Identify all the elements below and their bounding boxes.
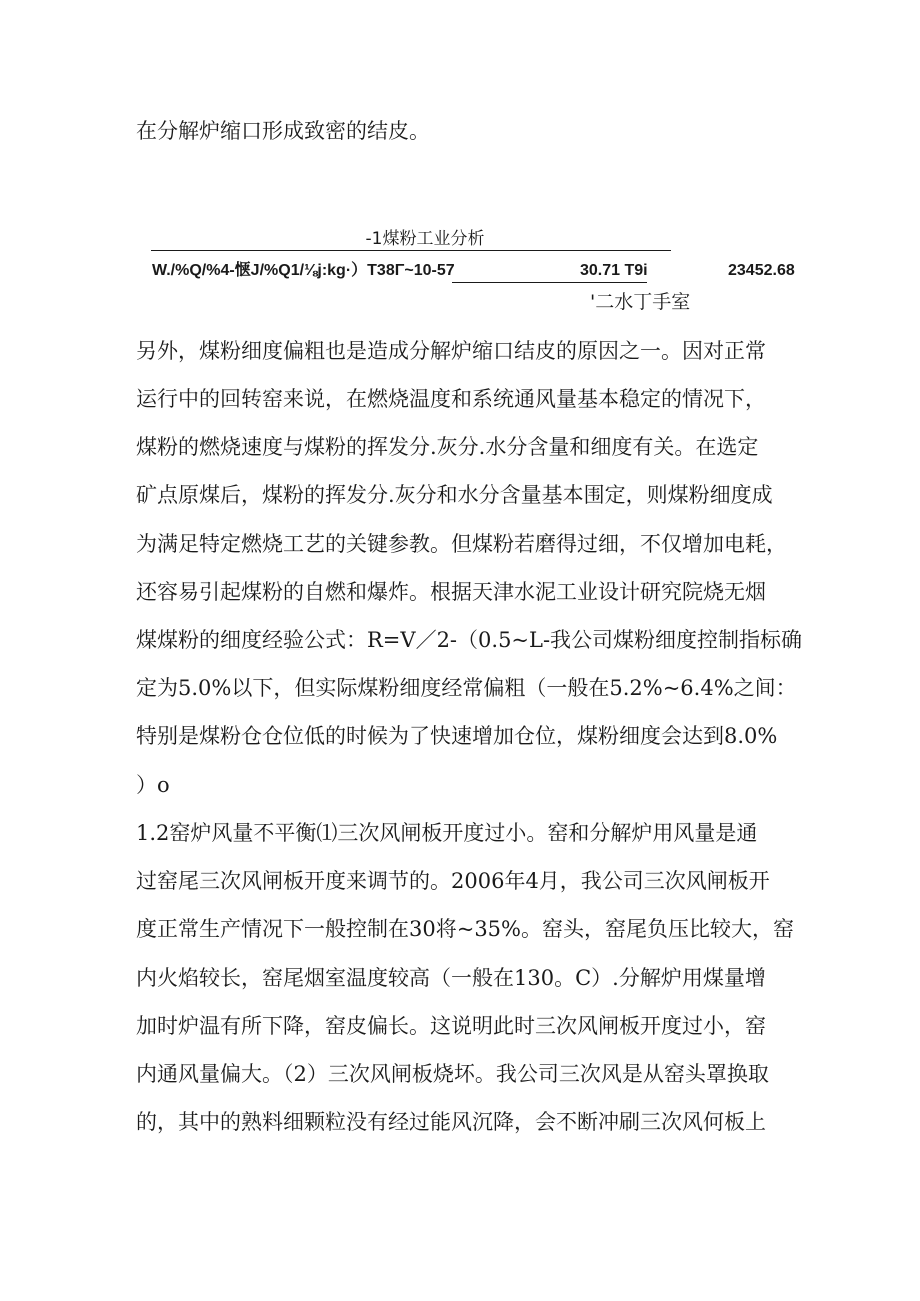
table-row-label: W./%Q/%4-惬J/%Q1/⅛j:kg·）T38Γ~10-57 — [152, 262, 455, 279]
text-line: ）o — [136, 773, 170, 797]
table-cell-value-1: 30.71 T9i — [580, 262, 648, 279]
text-line: 另外，煤粉细度偏粗也是造成分解炉缩口结皮的原因之一。因对正常 — [136, 339, 766, 363]
text-line: 为满足特定燃烧工艺的关键参教。但煤粉若磨得过细，不仅增加电耗， — [136, 532, 787, 556]
table-row — [152, 258, 795, 284]
intro-line: 在分解炉缩口形成致密的结皮。 — [136, 119, 430, 143]
text-line: 内火焰较长，窑尾烟室温度较高（一般在130。C）.分解炉用煤量增 — [136, 966, 766, 990]
text-line: 煤煤粉的细度经验公式：R=V／2-（0.5~L-我公司煤粉细度控制指标确 — [136, 628, 803, 652]
table-title: -1煤粉工业分析 — [365, 229, 485, 249]
text-line: 还容易引起煤粉的自燃和爆炸。根据天津水泥工业设计研究院烧无烟 — [136, 580, 766, 604]
text-line: 度正常生产情况下一般控制在30将~35%。窑头，窑尾负压比较大，窑 — [136, 917, 794, 941]
text-line: 特别是煤粉仓仓位低的时候为了快速增加仓位，煤粉细度会达到8.0% — [136, 724, 778, 748]
text-line: 定为5.0%以下，但实际煤粉细度经常偏粗（一般在5.2%~6.4%之间： — [136, 676, 797, 700]
text-line: 煤粉的燃烧速度与煤粉的挥发分.灰分.水分含量和细度有关。在选定 — [136, 435, 759, 459]
text-line: 矿点原煤后，煤粉的挥发分.灰分和水分含量基本围定，则煤粉细度成 — [136, 483, 773, 507]
table-title-line — [151, 228, 671, 251]
text-line: 1.2窑炉风量不平衡⑴三次风闸板开度过小。窑和分解炉用风量是通 — [136, 821, 758, 845]
table-note: '二水丁手室 — [590, 291, 691, 313]
text-line: 过窑尾三次风闸板开度来调节的。2006年4月，我公司三次风闸板开 — [136, 869, 770, 893]
text-line: 加时炉温有所下降，窑皮偏长。这说明此时三次风闸板开度过小，窑 — [136, 1014, 766, 1038]
table-cell-value-2: 23452.68 — [728, 262, 795, 279]
text-line: 的，其中的熟料细颗粒没有经过能风沉降，会不断冲刷三次风何板上 — [136, 1110, 766, 1134]
text-line: 内通风量偏大。（2）三次风闸板烧坏。我公司三次风是从窑头罩换取 — [136, 1062, 769, 1086]
text-line: 运行中的回转窑来说，在燃烧温度和系统通风量基本稳定的情况下， — [136, 387, 766, 411]
